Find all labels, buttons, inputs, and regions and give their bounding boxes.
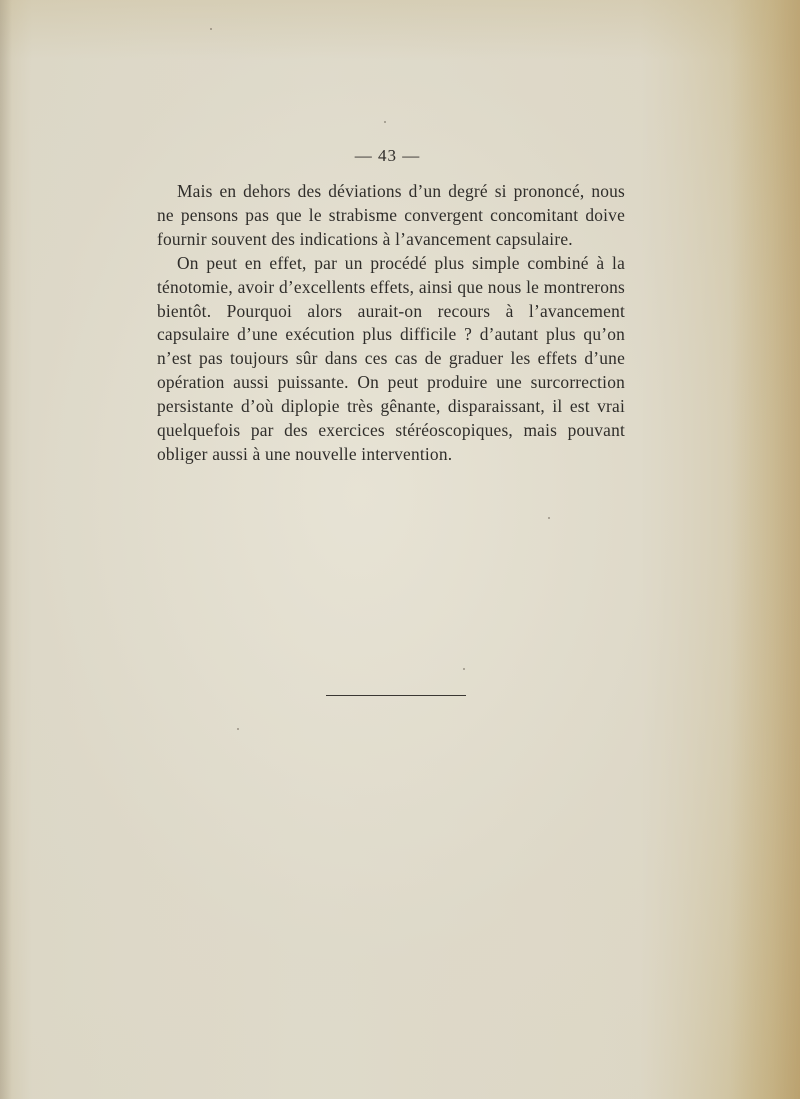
paragraph-2: On peut en effet, par un procédé plus simple combiné à la ténotomie, avoir d’excellents effets, ainsi que nous le montrerons bientôt. Pourquoi alors aurait-on recours à l’avancement capsulaire d’une exécution plus difficile ? d’autant plus qu’on n’est pas toujours sûr dans ces cas de graduer les effets d’une opération aussi puissante. On peut produire une surcorrection persistante d’où diplopie très gênante, disparaissant, il est vrai quelquefois par des exercices stéréoscopiques, mais pouvant obliger aussi à une nouvelle intervention. — [157, 252, 625, 464]
paper-speck — [210, 28, 212, 30]
paper-speck — [463, 668, 465, 670]
paper-speck — [548, 517, 550, 519]
paper-speck — [237, 728, 239, 730]
paper-speck — [384, 121, 386, 123]
page-number: — 43 — — [354, 146, 421, 165]
paper-shading-top — [0, 0, 800, 60]
end-rule — [326, 695, 466, 696]
body-text — [157, 180, 625, 467]
paragraph-1: Mais en dehors des déviations d’un degré si prononcé, nous ne pensons pas que le strabisme convergent concomitant doive fournir souvent des indications à l’avancement capsulaire. — [157, 181, 625, 249]
